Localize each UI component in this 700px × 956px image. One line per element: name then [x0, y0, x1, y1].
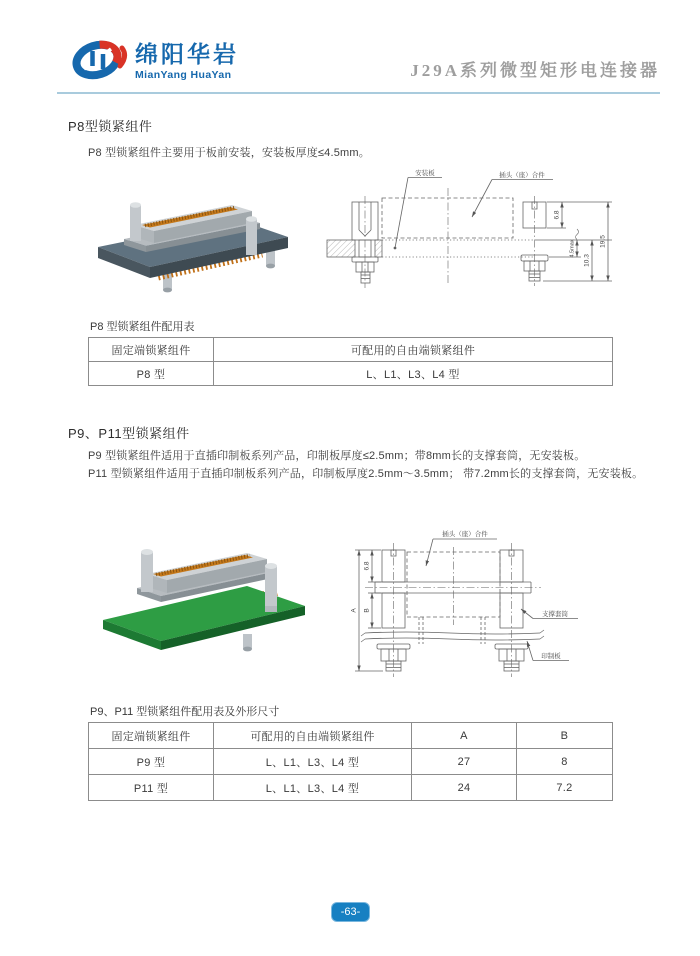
- table-cell: P11 型: [89, 775, 214, 801]
- dim-A: A: [350, 608, 358, 613]
- table-header-cell: A: [412, 723, 517, 749]
- section-title-p8: P8型锁紧组件: [68, 119, 153, 134]
- company-logo-icon: [70, 36, 128, 86]
- label-mounting-plate: 安装板: [415, 170, 435, 177]
- table-cell: 24: [412, 775, 517, 801]
- p8-technical-drawing: [325, 160, 615, 308]
- label-support-sleeve: 支撑套筒: [542, 611, 568, 618]
- dim-10-3: 10.3: [583, 254, 591, 267]
- p9-description: P9 型锁紧组件适用于直插印制板系列产品，印制板厚度≤2.5mm；带8mm长的支撑套筒，无安装板。: [88, 450, 586, 462]
- table-cell: 27: [412, 749, 517, 775]
- table-header-cell: B: [517, 723, 613, 749]
- table-header-cell: 可配用的自由端锁紧组件: [214, 338, 613, 362]
- table-cell: L、L1、L3、L4 型: [214, 749, 412, 775]
- document-title: J29A系列微型矩形电连接器: [410, 61, 660, 80]
- dim-B: B: [363, 608, 371, 613]
- dim-19-5: 19.5: [599, 235, 607, 248]
- p8-table-caption: P8 型锁紧组件配用表: [90, 321, 195, 333]
- header-divider: [57, 92, 660, 94]
- label-pcb: 印制板: [541, 653, 561, 660]
- p11-description: P11 型锁紧组件适用于直插印制板系列产品，印制板厚度2.5mm～3.5mm； 带7.2mm长的支撑套筒，无安装板。: [88, 468, 644, 480]
- label-plug-assembly: 插头（座）合件: [499, 172, 545, 179]
- table-cell: L、L1、L3、L4 型: [214, 362, 613, 386]
- table-header-cell: 可配用的自由端锁紧组件: [214, 723, 412, 749]
- brand-name-cn: 绵阳华岩: [135, 41, 239, 67]
- p9-p11-technical-drawing: [335, 505, 615, 700]
- p8-description: P8 型锁紧组件主要用于板前安装，安装板厚度≤4.5mm。: [88, 147, 370, 159]
- dim-4-5max: 4.5max: [569, 239, 576, 258]
- table-header-cell: 固定端锁紧组件: [89, 723, 214, 749]
- p8-product-photo: [90, 183, 298, 297]
- dim-6-8: 6.8: [553, 210, 561, 220]
- p9-p11-product-photo: [95, 528, 317, 672]
- table-cell: 7.2: [517, 775, 613, 801]
- table-cell: P8 型: [89, 362, 214, 386]
- table-row: [89, 362, 613, 386]
- p8-table: [88, 337, 613, 386]
- dim-6-8: 6.8: [363, 561, 371, 571]
- table-cell: L、L1、L3、L4 型: [214, 775, 412, 801]
- label-plug-assembly: 插头（座）合件: [442, 531, 488, 538]
- header-brand: [70, 36, 239, 86]
- table-header-cell: 固定端锁紧组件: [89, 338, 214, 362]
- brand-name-en: MianYang HuaYan: [135, 69, 232, 82]
- section-title-p9-p11: P9、P11型锁紧组件: [68, 426, 190, 441]
- table-cell: 8: [517, 749, 613, 775]
- p9-p11-table-caption: P9、P11 型锁紧组件配用表及外形尺寸: [90, 706, 280, 718]
- page-number-badge: -63-: [331, 902, 370, 922]
- table-cell: P9 型: [89, 749, 214, 775]
- table-row: [89, 749, 613, 775]
- p9-p11-table: [88, 722, 613, 801]
- table-row: [89, 775, 613, 801]
